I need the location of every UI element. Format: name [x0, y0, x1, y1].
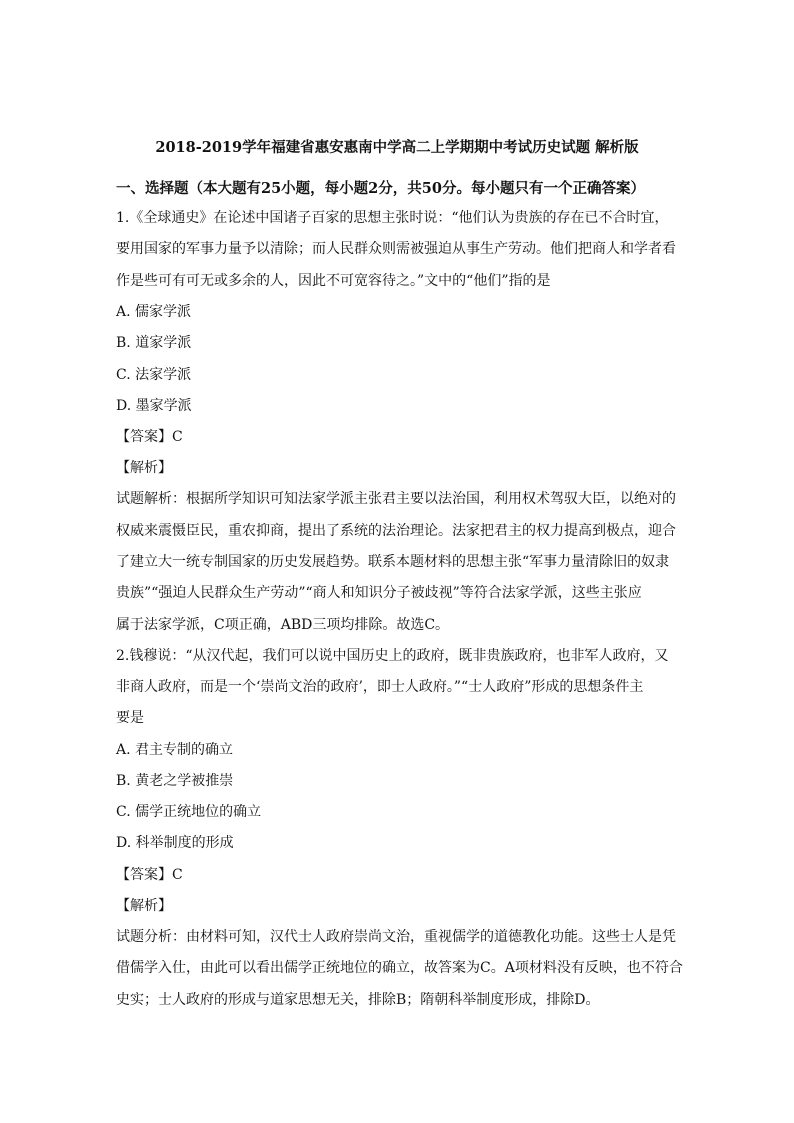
q1-analysis-label: 【解析】: [116, 460, 172, 476]
q1-option-a: A. 儒家学派: [116, 304, 192, 320]
q1-stem-line: 1.《全球通史》在论述中国诸子百家的思想主张时说：“他们认为贵族的存在已不合时宜，: [116, 210, 669, 226]
q2-option-d: D. 科举制度的形成: [116, 835, 234, 851]
q1-analysis-line: 试题解析：根据所学知识可知法家学派主张君主要以法治国，利用权术驾驭大臣，以绝对的: [116, 491, 676, 507]
q2-stem-line: 非商人政府，而是一个‘崇尚文治的政府’，即士人政府。”“士人政府”形成的思想条件主: [116, 679, 644, 695]
q1-answer: 【答案】C: [116, 429, 183, 445]
q2-analysis-line: 史实；士人政府的形成与道家思想无关，排除B；隋朝科举制度形成，排除D。: [116, 992, 600, 1008]
q2-analysis-line: 借儒学入仕，由此可以看出儒学正统地位的确立，故答案为C。A项材料没有反映，也不符合: [116, 960, 683, 976]
q2-option-a: A. 君主专制的确立: [116, 742, 234, 758]
section-heading: 一、选择题（本大题有25小题，每小题2分，共50分。每小题只有一个正确答案）: [116, 180, 645, 197]
q2-analysis-label: 【解析】: [116, 898, 172, 914]
q2-analysis-line: 试题分析：由材料可知，汉代士人政府崇尚文治，重视儒学的道德教化功能。这些士人是凭: [116, 929, 676, 945]
q1-analysis-line: 权威来震慑臣民，重农抑商，提出了系统的法治理论。法家把君主的权力提高到极点，迎合: [116, 523, 676, 539]
q2-stem-line: 2.钱穆说：“从汉代起，我们可以说中国历史上的政府，既非贵族政府，也非军人政府，又: [116, 648, 669, 664]
q2-option-c: C. 儒学正统地位的确立: [116, 804, 262, 820]
q2-answer: 【答案】C: [116, 867, 183, 883]
q2-option-b: B. 黄老之学被推崇: [116, 773, 234, 789]
q2-stem-line: 要是: [116, 710, 144, 726]
q1-analysis-line: 属于法家学派，C项正确，ABD三项均排除。故选C。: [116, 617, 450, 633]
q1-stem-line: 要用国家的军事力量予以清除；而人民群众则需被强迫从事生产劳动。他们把商人和学者看: [116, 241, 676, 257]
q1-option-c: C. 法家学派: [116, 367, 192, 383]
q1-option-b: B. 道家学派: [116, 335, 192, 351]
document-title: 2018-2019学年福建省惠安惠南中学高二上学期期中考试历史试题 解析版: [155, 139, 639, 156]
q1-option-d: D. 墨家学派: [116, 398, 192, 414]
q1-analysis-line: 了建立大一统专制国家的历史发展趋势。联系本题材料的思想主张“军事力量清除旧的奴隶: [116, 554, 670, 570]
q1-analysis-line: 贵族”“强迫人民群众生产劳动”“商人和知识分子被歧视”等符合法家学派，这些主张应: [116, 585, 642, 601]
q1-stem-line: 作是些可有可无或多余的人，因此不可宽容待之。”文中的“他们”指的是: [116, 273, 551, 289]
